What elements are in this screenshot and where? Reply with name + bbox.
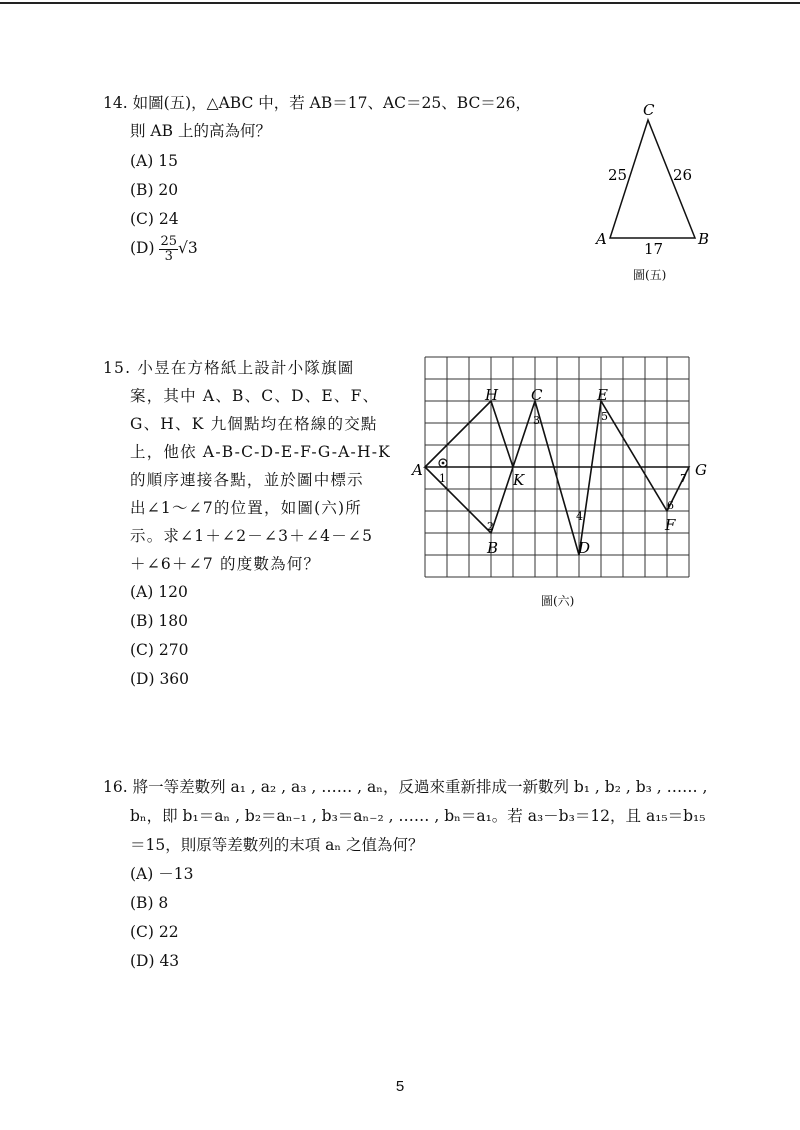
angle-1-label: 1 <box>439 472 446 485</box>
q15-option-a: (A) 120 <box>130 583 188 601</box>
side-bc-label: 26 <box>673 166 693 184</box>
q14-line1: 14. 如圖(五)，△ABC 中，若 AB＝17、AC＝25、BC＝26， <box>103 94 532 112</box>
figure-6-caption: 圖(六) <box>541 594 575 608</box>
q15-line1: 15. 小昱在方格紙上設計小隊旗圖 <box>103 359 355 377</box>
q15-line6: 出∠1～∠7的位置，如圖(六)所 <box>130 499 362 517</box>
vertex-b-label: B <box>698 230 710 248</box>
q15-option-d: (D) 360 <box>130 670 190 688</box>
q14-option-a: (A) 15 <box>130 152 178 170</box>
vertex-a-label: A <box>596 230 607 248</box>
angle-5-label: 5 <box>601 410 608 423</box>
angle-3-label: 3 <box>533 414 540 427</box>
q14-option-b: (B) 20 <box>130 181 179 199</box>
angle-4-label: 4 <box>576 510 583 523</box>
point-f-label: F <box>665 516 676 534</box>
point-e-label: E <box>597 386 608 404</box>
q15-line3: G、H、K 九個點均在格線的交點 <box>130 415 378 433</box>
point-k-label: K <box>513 471 525 489</box>
point-h-label: H <box>485 386 499 404</box>
q16-option-a: (A) －13 <box>130 865 194 883</box>
q15-option-b: (B) 180 <box>130 612 188 630</box>
q15-line7: 示。求∠1＋∠2－∠3＋∠4－∠5 <box>130 527 374 545</box>
point-a-label: A <box>412 461 423 479</box>
q14-option-d-numerator: 25 <box>160 233 178 249</box>
q14-option-d-fraction <box>159 235 178 264</box>
side-ab-label: 17 <box>644 240 664 258</box>
top-rule <box>0 2 800 4</box>
page-number: 5 <box>395 1078 405 1095</box>
q14-option-d-denominator: 3 <box>164 248 173 264</box>
q15-line5: 的順序連接各點，並於圖中標示 <box>130 471 364 489</box>
angle-1-marker-dot <box>442 462 445 465</box>
q16-option-b: (B) 8 <box>130 894 169 912</box>
vertex-c-label: C <box>643 101 655 119</box>
figure-6-grid <box>405 352 715 592</box>
side-ac-label: 25 <box>608 166 628 184</box>
angle-6-label: 6 <box>667 499 674 512</box>
figure-5-triangle <box>590 98 720 258</box>
q16-option-d: (D) 43 <box>130 952 180 970</box>
angle-2-label: 2 <box>487 520 494 533</box>
q16-option-c: (C) 22 <box>130 923 179 941</box>
point-b-label: B <box>487 539 499 557</box>
angle-7-label: 7 <box>680 472 687 485</box>
q15-line8: ＋∠6＋∠7 的度數為何？ <box>130 555 321 573</box>
question-16 <box>103 773 707 976</box>
q15-line2: 案，其中 A、B、C、D、E、F、 <box>130 387 380 405</box>
q14-line2: 則 AB 上的高為何？ <box>130 122 271 140</box>
q14-option-d-prefix: (D) <box>130 239 155 257</box>
q16-line2: bₙ，即 b₁＝aₙ , b₂＝aₙ₋₁ , b₃＝aₙ₋₂ , …… , bₙ＝a₁。若 a₃－b₃＝12，且 a₁₅＝b₁₅ <box>130 807 706 825</box>
point-g-label: G <box>695 461 707 479</box>
q14-option-d <box>128 234 531 268</box>
q15-option-c: (C) 270 <box>130 641 189 659</box>
figure-5-caption: 圖(五) <box>633 268 667 282</box>
point-d-label: D <box>578 539 591 557</box>
q15-line4: 上，他依 A-B-C-D-E-F-G-A-H-K <box>130 443 391 461</box>
question-14 <box>103 89 531 268</box>
q14-option-c: (C) 24 <box>130 210 179 228</box>
q16-line1: 16. 將一等差數列 a₁ , a₂ , a₃ , …… , aₙ，反過來重新排成一新數列 b₁ , b₂ , b₃ , …… , <box>103 778 708 796</box>
question-15 <box>103 354 391 694</box>
q14-option-d-root: √3 <box>178 239 198 257</box>
point-c-label: C <box>531 386 543 404</box>
q16-line3: ＝15，則原等差數列的末項 aₙ 之值為何？ <box>130 836 424 854</box>
